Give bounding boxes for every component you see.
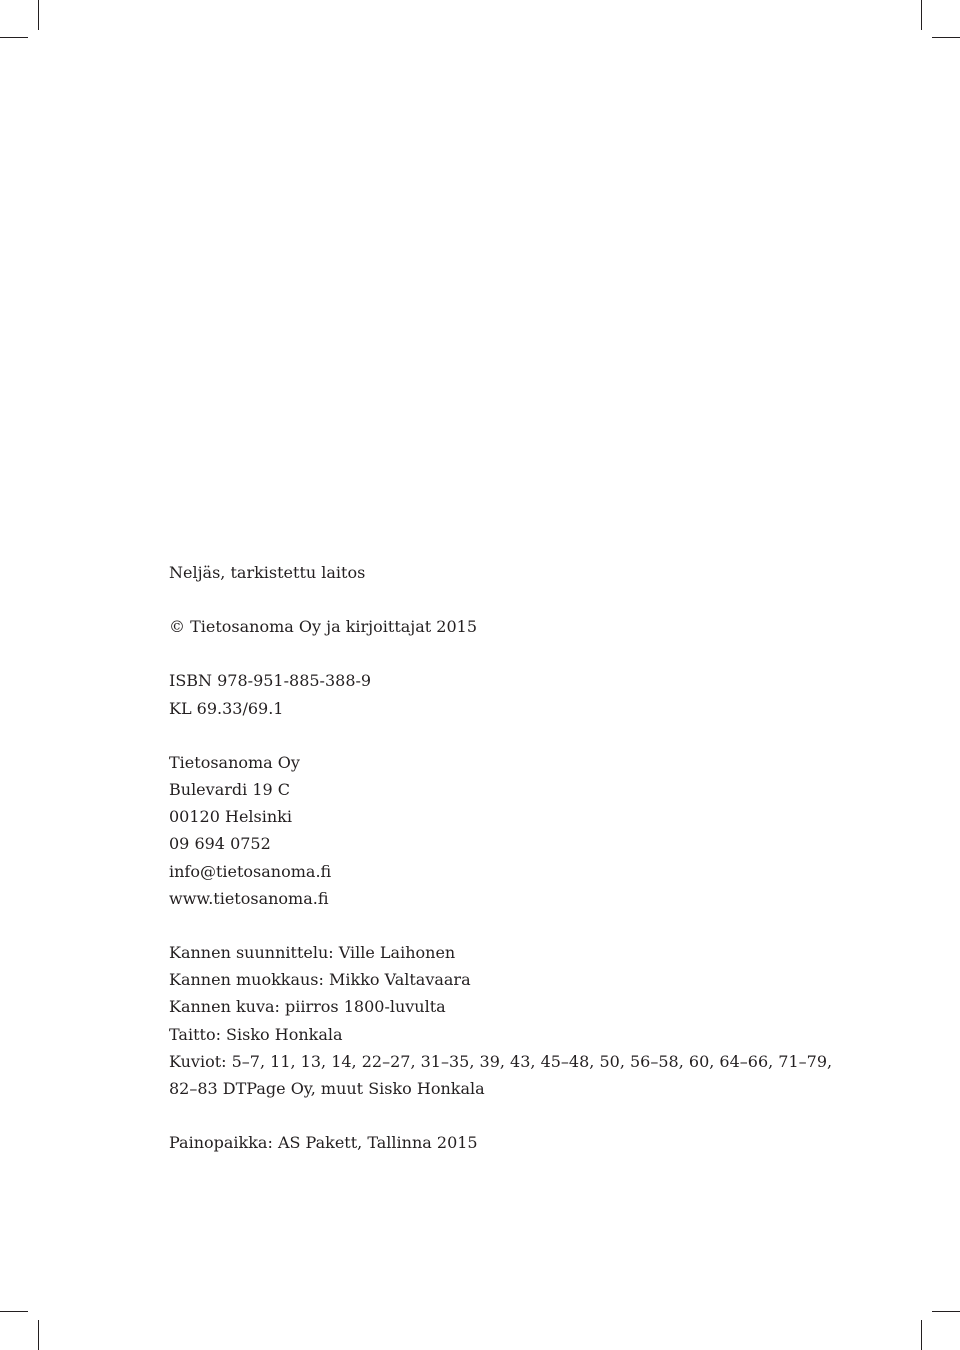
credit-figures-line-1: Kuviot: 5–7, 11, 13, 14, 22–27, 31–35, 39, 43, 45–48, 50, 56–58, 60, 64–66, 71–79, xyxy=(169,1051,833,1071)
publisher-phone: 09 694 0752 xyxy=(169,834,271,854)
credit-cover-image: Kannen kuva: piirros 1800-luvulta xyxy=(169,997,446,1017)
credit-figures-line-2: 82–83 DTPage Oy, muut Sisko Honkala xyxy=(169,1079,485,1099)
crop-mark-top-left-horizontal xyxy=(0,37,28,38)
crop-mark-bottom-right-vertical xyxy=(921,1320,922,1350)
publisher-email[interactable]: info@tietosanoma.fi xyxy=(169,861,332,881)
classification-line: KL 69.33/69.1 xyxy=(169,698,284,718)
credit-cover-design: Kannen suunnittelu: Ville Laihonen xyxy=(169,943,456,963)
isbn-line: ISBN 978-951-885-388-9 xyxy=(169,671,372,691)
crop-mark-top-right-vertical xyxy=(921,0,922,30)
imprint-text xyxy=(169,559,889,1156)
crop-mark-top-left-vertical xyxy=(38,0,39,30)
publisher-name: Tietosanoma Oy xyxy=(169,752,300,772)
edition-note: Neljäs, tarkistettu laitos xyxy=(169,563,366,582)
publisher-street: Bulevardi 19 C xyxy=(169,780,291,800)
copyright-line: © Tietosanoma Oy ja kirjoittajat 2015 xyxy=(169,617,478,637)
crop-mark-bottom-left-horizontal xyxy=(0,1311,28,1312)
credit-layout: Taitto: Sisko Honkala xyxy=(169,1024,343,1044)
crop-mark-bottom-right-horizontal xyxy=(932,1311,960,1312)
credit-cover-editing: Kannen muokkaus: Mikko Valtavaara xyxy=(169,970,471,990)
crop-mark-top-right-horizontal xyxy=(932,37,960,38)
publisher-website[interactable]: www.tietosanoma.fi xyxy=(169,888,329,908)
publisher-postal: 00120 Helsinki xyxy=(169,807,292,827)
crop-mark-bottom-left-vertical xyxy=(38,1320,39,1350)
printing-line: Painopaikka: AS Pakett, Tallinna 2015 xyxy=(169,1133,478,1153)
